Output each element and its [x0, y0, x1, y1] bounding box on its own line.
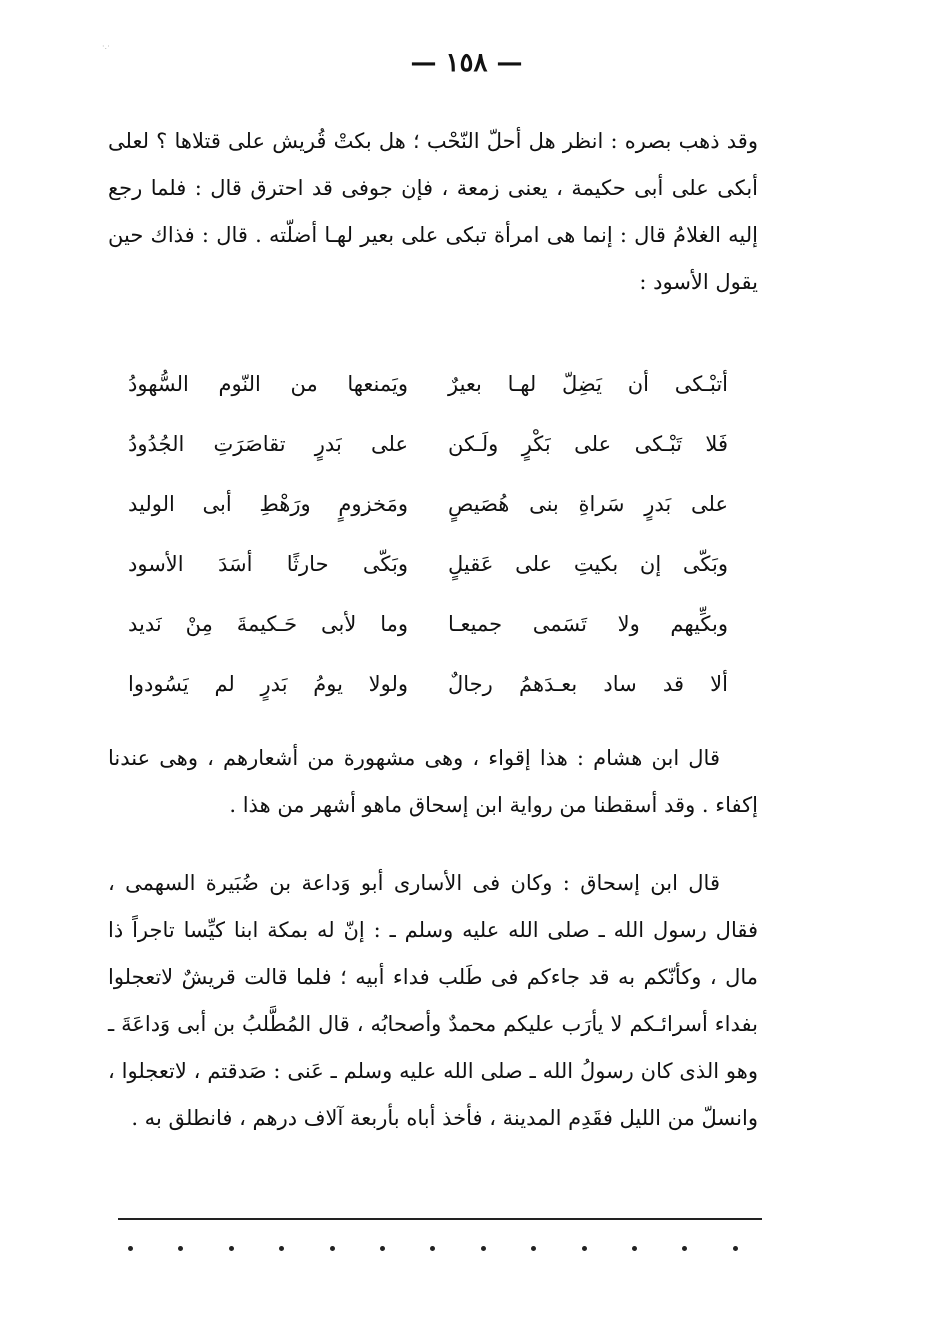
verse-second-hemistich: ومَخزومٍ ورَهْطِ أبى الوليد	[128, 492, 408, 516]
paragraph-3-text: قال ابن إسحاق : وكان فى الأسارى أبو وَداعة بن ضُبَيرة السهمى ، فقال رسول الله ـ صلى الله عليه وسلم ـ : إنّ له بمكة ابنا كيِّسا تاجراً ذا مال ، وكأنّكم به قد جاءكم فى طَلب فداء أبيه ؛ فلما قالت قريشٌ لاتعجلوا بفداء أسرائـكم لا يأرَب عليكم محمدٌ وأصحابُه ، قال المُطَّلبُ بن أبى وَداعَةَ ـ وهو الذى كان رسولُ الله ـ صلى الله عليه وسلم ـ عَنى : صَدقتم ، لاتعجلوا ، وانسلّ من الليل فقَدِم المدينة ، فأخذ أباه بأربعة آلاف درهم ، فانطلق به .	[108, 871, 758, 1130]
footer-dots	[128, 1246, 738, 1251]
footer-dot	[632, 1246, 637, 1251]
footer-dot	[330, 1246, 335, 1251]
verse	[128, 534, 728, 594]
verse-first-hemistich: فَلا تَبْـكى على بَكْرٍ ولَـكن	[448, 432, 728, 456]
verse	[128, 414, 728, 474]
verse	[128, 474, 728, 534]
verse	[128, 654, 728, 714]
footer-dot	[682, 1246, 687, 1251]
paragraph-2	[108, 735, 758, 829]
footer-dot	[229, 1246, 234, 1251]
footer-dot	[128, 1246, 133, 1251]
scan-speck: ·.·	[102, 42, 110, 51]
footer-dot	[481, 1246, 486, 1251]
footer-dot	[531, 1246, 536, 1251]
verse-first-hemistich: ألا قد ساد بعـدَهمُ رجالٌ	[448, 672, 728, 696]
verse-first-hemistich: أتبْـكى أن يَضِلّ لهـا بعيرٌ	[448, 372, 728, 396]
paragraph-1-text: وقد ذهب بصره : انظر هل أحلّ النّحْب ؛ هل بكتْ قُريش على قتلاها ؟ لعلى أبكى على أبى حكيمة ، يعنى زمعة ، فإن جوفى قد احترق قال : فلما رجع إليه الغلامُ قال : إنما هى امرأة تبكى على بعير لهـا أضلّته . قال : فذاك حين يقول الأسود :	[108, 129, 758, 294]
verse-second-hemistich: وبَكّى حارثًا أسَدَ الأسود	[128, 552, 408, 576]
verse-first-hemistich: وبَكّى إن بكيتِ على عَقيلٍ	[448, 552, 728, 576]
verse	[128, 594, 728, 654]
paragraph-1	[108, 118, 758, 306]
poem	[128, 354, 728, 714]
footer-dot	[582, 1246, 587, 1251]
page-number: — ١٥٨ —	[410, 48, 523, 78]
verse-first-hemistich: وبكِّيهم ولا تَسَمى جميعـا	[448, 612, 728, 636]
verse-second-hemistich: على بَدرٍ تقاصَرَتِ الجُدُودُ	[128, 432, 408, 456]
footer-dot	[733, 1246, 738, 1251]
footer-dot	[279, 1246, 284, 1251]
verse-second-hemistich: ويَمنعها من النّوم السُّهودُ	[128, 372, 408, 396]
paragraph-3	[108, 860, 758, 1142]
verse-first-hemistich: على بَدرٍ سَراةِ بنى هُصَيصٍ	[448, 492, 728, 516]
verse-second-hemistich: وما لأبى حَـكيمةَ مِنْ نَديد	[128, 612, 408, 636]
paragraph-2-text: قال ابن هشام : هذا إقواء ، وهى مشهورة من أشعارهم ، وهى عندنا إكفاء . وقد أسقطنا من رواية ابن إسحاق ماهو أشهر من هذا .	[108, 746, 758, 817]
footer-dot	[178, 1246, 183, 1251]
footer-dot	[430, 1246, 435, 1251]
verse	[128, 354, 728, 414]
verse-second-hemistich: ولولا يومُ بَدرٍ لم يَسُودوا	[128, 672, 408, 696]
footer-rule	[118, 1218, 762, 1220]
footer-dot	[380, 1246, 385, 1251]
